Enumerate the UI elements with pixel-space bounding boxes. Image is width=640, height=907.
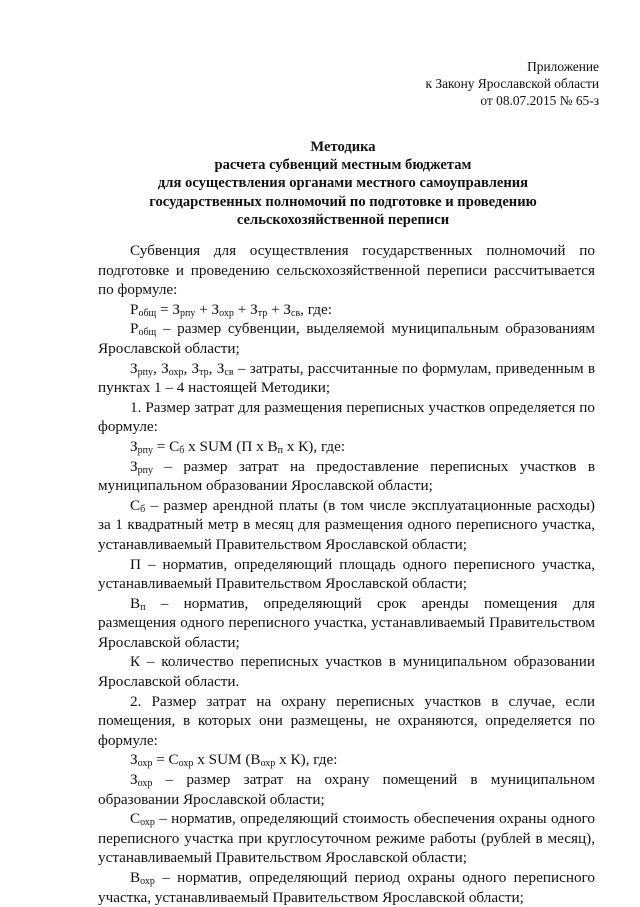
document-title [100, 138, 586, 229]
definition-paragraph: $В_п$ – норматив, определяющий срок аренды помещения для размещения одного переписного участка, устанавливаемый Правительством Ярославской области; [98, 594, 595, 651]
definition-paragraph: $В_{охр}$ – норматив, определяющий период охраны одного переписного участка, устанавливаемый Правительством Ярославской области; [98, 869, 595, 906]
title-line: сельскохозяйственной переписи [236, 211, 450, 228]
definition-paragraph: $З_{охр}$ – размер затрат на охрану помещений в муниципальном образовании Ярославской области; [98, 771, 595, 808]
appendix-law-line: к Закону Ярославской области [425, 76, 599, 91]
appendix-date-line: от 08.07.2015 № 65-з [480, 93, 599, 108]
definition-paragraph: $З_{рпу}$, $З_{охр}$, $З_{тр}$, $З_{св}$ – затраты, рассчитанные по формулам, приведенным в пунктах 1 – 4 настоящей Методики; [98, 359, 596, 397]
title-line: Методика [310, 139, 376, 155]
item-1-paragraph: 1. Размер затрат для размещения переписных участков определяется по формуле: [98, 398, 595, 436]
title-line: для осуществления органами местного самоуправления [157, 175, 529, 192]
definition-paragraph: $С_{охр}$ – норматив, определяющий стоимость обеспечения охраны одного переписного участка при круглосуточном режиме работы (рублей в месяц), устанавливаемый Правительством Ярославской области; [98, 810, 595, 867]
formula-ohr: $З_{охр} = С_{охр}$ х SUM ($В_{охр}$ х К), где: [130, 751, 338, 770]
definition-paragraph: $С_б$ – размер арендной платы (в том числе эксплуатационные расходы) за 1 квадратный метр в месяц для размещения одного переписного участка, устанавливаемый Правительством Ярославской области; [98, 496, 595, 553]
definition-paragraph: $З_{рпу}$ – размер затрат на предоставление переписных участков в муниципальном образовании Ярославской области; [98, 457, 595, 495]
definition-paragraph: $Р_{общ}$ – размер субвенции, выделяемой муниципальным образованиям Ярославской области; [98, 320, 595, 357]
definition-paragraph: К – количество переписных участков в муниципальном образовании Ярославской области. [98, 653, 595, 691]
appendix-header [426, 58, 599, 109]
formula-total: $Р_{общ} = З_{рпу} + З_{охр} + З_{тр} + З_{св}$, где: [130, 300, 332, 319]
intro-paragraph: Субвенция для осуществления государственных полномочий по подготовке и проведению сельскохозяйственной переписи рассчитывается по формуле: [98, 242, 595, 299]
title-line: расчета субвенций местным бюджетам [214, 157, 472, 174]
formula-rpu: $З_{рпу} = С_б$ х SUM (П х $В_п$ х К), где: [130, 437, 346, 456]
title-line: государственных полномочий по подготовке и проведению [149, 193, 537, 210]
document-body [98, 241, 595, 907]
definition-paragraph: П – норматив, определяющий площадь одного переписного участка, устанавливаемый Правительством Ярославской области; [98, 555, 595, 593]
appendix-line: Приложение [527, 59, 599, 74]
item-2-paragraph: 2. Размер затрат на охрану переписных участков в случае, если помещения, в которых они размещены, не охраняются, определяется по формуле: [98, 692, 595, 749]
